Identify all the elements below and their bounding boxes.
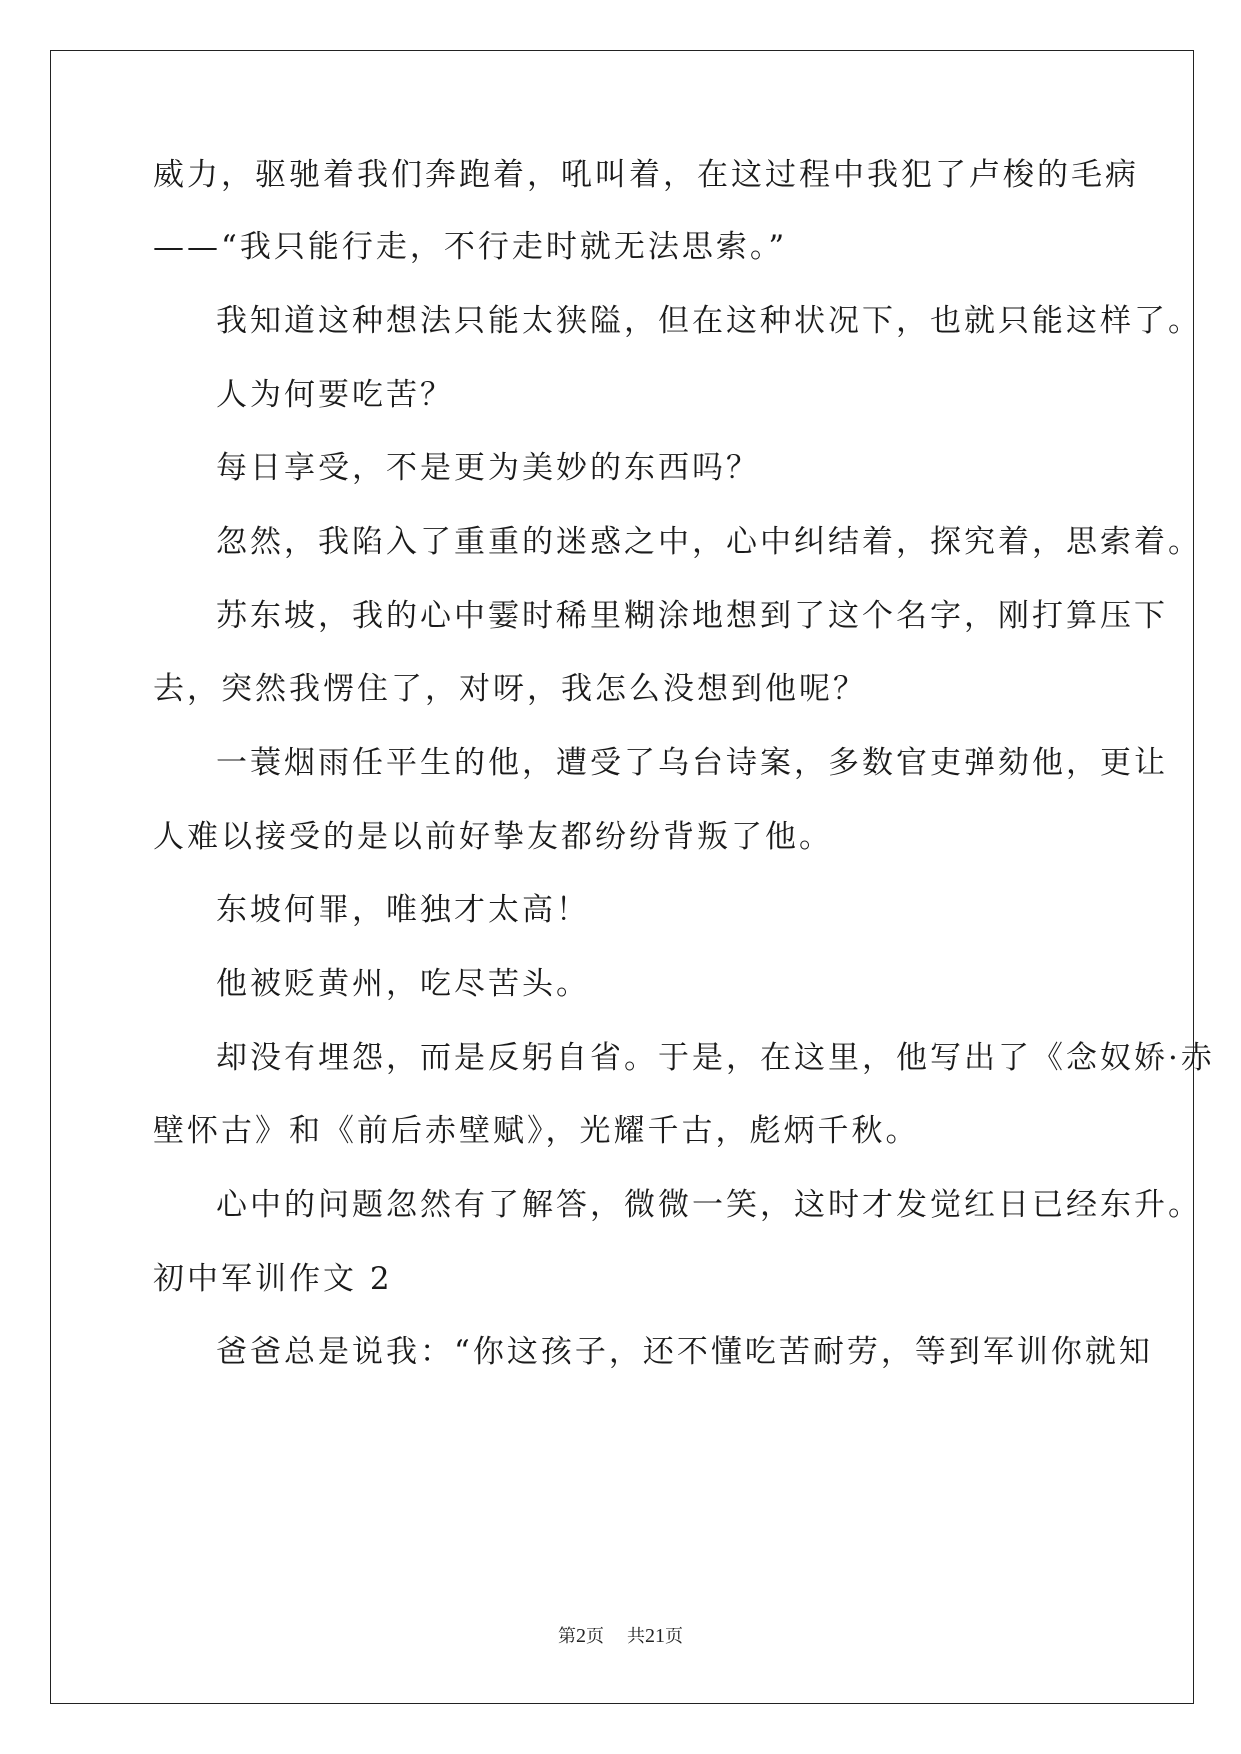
paragraph-line: 每日享受，不是更为美妙的东西吗？	[216, 450, 760, 486]
paragraph-line: 他被贬黄州，吃尽苦头。	[216, 966, 590, 1002]
paragraph-line: 我知道这种想法只能太狭隘，但在这种状况下，也就只能这样了。	[216, 303, 1202, 339]
text-line: ——“我只能行走，不行走时就无法思索。”	[153, 229, 788, 265]
footer-page-suffix: 页	[586, 1626, 605, 1647]
text-line: 去，突然我愣住了，对呀，我怎么没想到他呢？	[153, 671, 867, 707]
page-number: 2	[576, 1625, 587, 1647]
page-footer	[0, 1626, 1241, 1646]
text-line: 人难以接受的是以前好挚友都纷纷背叛了他。	[153, 819, 833, 855]
page-border	[50, 50, 1194, 1704]
footer-prefix: 第	[558, 1626, 577, 1647]
paragraph-line: 爸爸总是说我：“你这孩子，还不懂吃苦耐劳，等到军训你就知	[216, 1334, 1153, 1370]
paragraph-line: 忽然，我陷入了重重的迷惑之中，心中纠结着，探究着，思索着。	[216, 524, 1202, 560]
paragraph-line: 心中的问题忽然有了解答，微微一笑，这时才发觉红日已经东升。	[216, 1187, 1202, 1223]
paragraph-line: 东坡何罪，唯独才太高！	[216, 892, 590, 928]
section-heading: 初中军训作文 2	[153, 1261, 393, 1297]
text-line: 威力，驱驰着我们奔跑着，吼叫着，在这过程中我犯了卢梭的毛病	[153, 157, 1139, 193]
paragraph-line: 一蓑烟雨任平生的他，遭受了乌台诗案，多数官吏弹劾他，更让	[216, 745, 1168, 781]
paragraph-line: 苏东坡，我的心中霎时稀里糊涂地想到了这个名字，刚打算压下	[216, 598, 1168, 634]
footer-total-suffix: 页	[664, 1626, 683, 1647]
text-line: 壁怀古》和《前后赤壁赋》，光耀千古，彪炳千秋。	[153, 1113, 920, 1149]
paragraph-line: 却没有埋怨，而是反躬自省。于是，在这里，他写出了《念奴娇·赤	[216, 1040, 1215, 1076]
footer-total-prefix: 共	[626, 1626, 645, 1647]
paragraph-line: 人为何要吃苦？	[216, 377, 454, 413]
total-pages: 21	[644, 1625, 665, 1647]
